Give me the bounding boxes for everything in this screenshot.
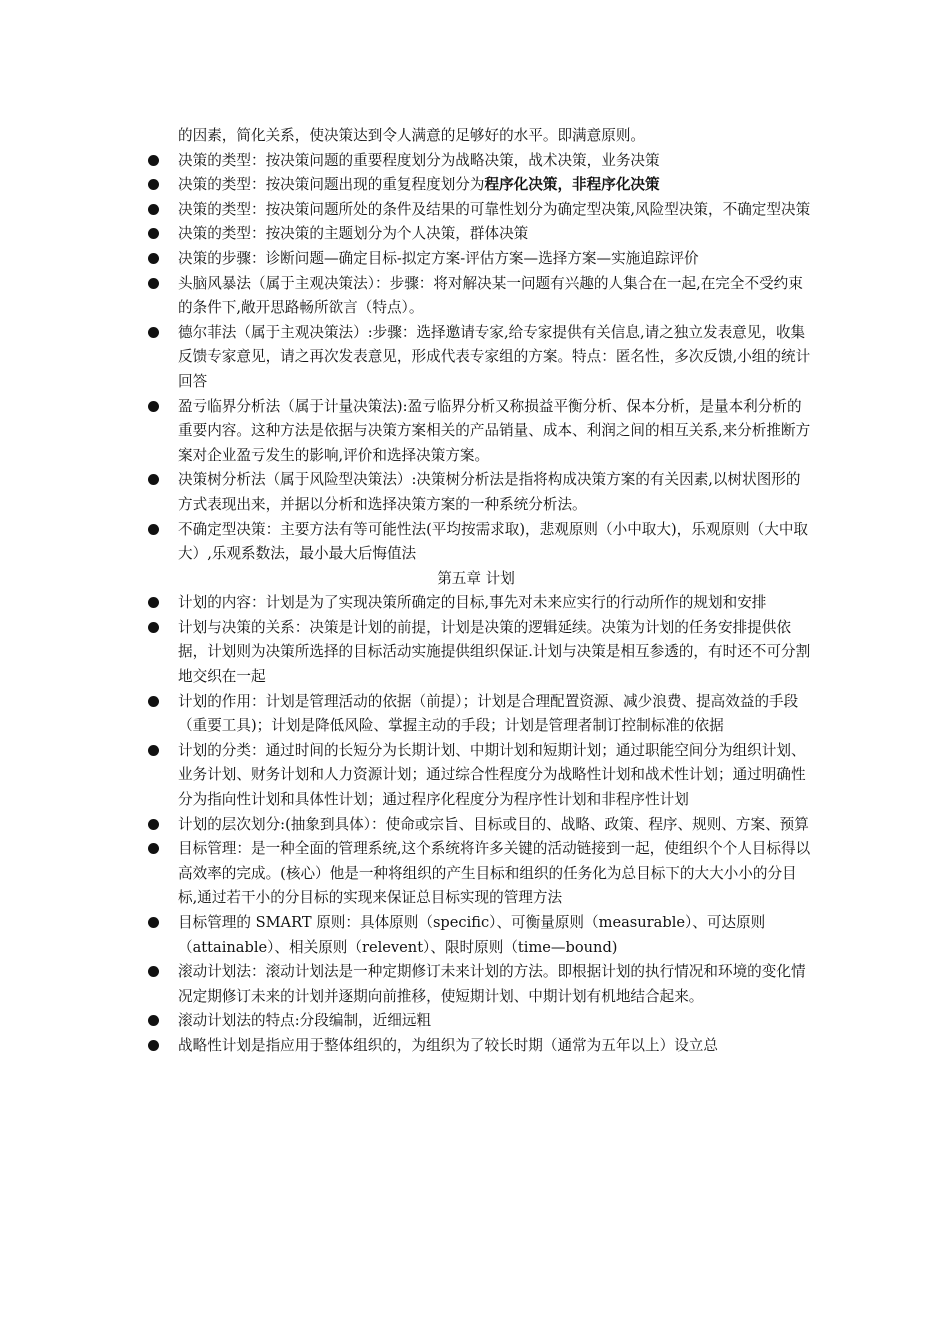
continuation-text: 的因素，简化关系，使决策达到令人满意的足够好的水平。即满意原则。	[178, 127, 646, 144]
chapter-heading: 第五章 计划	[437, 569, 515, 587]
bullet-dot-icon	[148, 696, 159, 707]
bullet-item	[140, 616, 812, 690]
bullet-item	[140, 247, 812, 272]
bullet-item	[140, 173, 812, 198]
bullet-dot-icon	[148, 819, 159, 830]
bullet-dot-icon	[148, 228, 159, 239]
bullet-dot-icon	[148, 917, 159, 928]
bullet-item	[140, 321, 812, 395]
bullet-text: 决策的步骤：诊断问题—确定目标-拟定方案-评估方案—选择方案—实施追踪评价	[178, 249, 699, 267]
bullet-text: 头脑风暴法（属于主观决策法）：步骤：将对解决某一问题有兴趣的人集合在一起,在完全不受约束的条件下,敞开思路畅所欲言（特点）。	[178, 274, 803, 317]
bullet-item	[140, 591, 812, 616]
bullet-dot-icon	[148, 401, 159, 412]
bullet-text: 计划与决策的关系：决策是计划的前提，计划是决策的逻辑延续。决策为计划的任务安排提供依据，计划则为决策所选择的目标活动实施提供组织保证.计划与决策是相互参透的，有时还不可分割地交织在一起	[178, 618, 811, 686]
bullet-dot-icon	[148, 966, 159, 977]
bullet-item	[140, 911, 812, 960]
bullet-item	[140, 272, 812, 321]
bullet-text: 计划的内容：计划是为了实现决策所确定的目标,事先对未来应实行的行动所作的规划和安排	[178, 594, 767, 612]
bullet-text: 不确定型决策：主要方法有等可能性法(平均按需求取)，悲观原则（小中取大)，乐观原则（大中取大）,乐观系数法，最小最大后悔值法	[178, 520, 809, 563]
bullet-item	[140, 739, 812, 813]
bullet-text: 战略性计划是指应用于整体组织的，为组织为了较长时期（通常为五年以上）设立总	[178, 1036, 718, 1054]
bullet-text: 目标管理：是一种全面的管理系统,这个系统将许多关键的活动链接到一起，使组织个个人目标得以高效率的完成。(核心）他是一种将组织的产生目标和组织的任务化为总目标下的大大小小的分目标,通过若干小的分目标的实现来保证总目标实现的管理方法	[178, 840, 811, 907]
bullet-dot-icon	[148, 843, 159, 854]
bullet-item	[140, 1034, 812, 1059]
bullet-dot-icon	[148, 524, 159, 535]
continuation-paragraph	[140, 124, 812, 149]
bullet-text: 计划的分类：通过时间的长短分为长期计划、中期计划和短期计划；通过职能空间分为组织计划、业务计划、财务计划和人力资源计划；通过综合性程度分为战略性计划和战术性计划；通过明确性分为指向性计划和具体性计划；通过程序化程度分为程序性计划和非程序性计划	[178, 741, 806, 809]
bullet-item	[140, 518, 812, 567]
bullet-text: 决策的类型：按决策的主题划分为个人决策，群体决策	[178, 225, 529, 243]
bullet-dot-icon	[148, 253, 159, 264]
bullet-text: 德尔菲法（属于主观决策法）:步骤：选择邀请专家,给专家提供有关信息,请之独立发表意见，收集反馈专家意见，请之再次发表意见，形成代表专家组的方案。特点：匿名性，多次反馈,小组的统计回答	[178, 323, 811, 390]
bullet-dot-icon	[148, 622, 159, 633]
bullet-text: 滚动计划法：滚动计划法是一种定期修订未来计划的方法。即根据计划的执行情况和环境的变化情况定期修订未来的计划并逐期向前推移，使短期计划、中期计划有机地结合起来。	[178, 963, 806, 1005]
bullet-text: 计划的层次划分:(抽象到具体）：使命或宗旨、目标或目的、战略、政策、程序、规则、方案、预算	[178, 815, 809, 833]
bullet-dot-icon	[148, 1015, 159, 1026]
bullet-text: 滚动计划法的特点:分段编制，近细远粗	[178, 1012, 432, 1030]
bullet-dot-icon	[148, 1040, 159, 1051]
bullet-text: 盈亏临界分析法（属于计量决策法):盈亏临界分析又称损益平衡分析、保本分析，是量本利分析的重要内容。这种方法是依据与决策方案相关的产品销量、成本、利润之间的相互关系,来分析推断方案对企业盈亏发生的影响,评价和选择决策方案。	[178, 397, 811, 464]
bullet-item	[140, 837, 812, 911]
bullet-text: 计划的作用：计划是管理活动的依据（前提）；计划是合理配置资源、减少浪费、提高效益的手段（重要工具)；计划是降低风险、掌握主动的手段；计划是管理者制订控制标准的依据	[178, 692, 799, 735]
bullet-dot-icon	[148, 327, 159, 338]
bullet-item	[140, 198, 812, 223]
bullet-dot-icon	[148, 597, 159, 608]
bullet-dot-icon	[148, 278, 159, 289]
bullet-item	[140, 468, 812, 517]
bullet-text: 决策的类型：按决策问题出现的重复程度划分为	[178, 176, 485, 194]
bullet-item	[140, 395, 812, 469]
bullet-dot-icon	[148, 179, 159, 190]
bullet-bold-text: 程序化决策，非程序化决策	[484, 176, 660, 194]
bullet-text: 决策树分析法（属于风险型决策法）:决策树分析法是指将构成决策方案的有关因素,以树状图形的方式表现出来，并据以分析和选择决策方案的一种系统分析法。	[178, 471, 801, 513]
bullet-dot-icon	[148, 204, 159, 215]
bullet-text: 目标管理的 SMART 原则：具体原则（specific）、可衡量原则（measurable）、可达原则（attainable）、相关原则（relevent）、限时原则（time—bound)	[178, 914, 766, 956]
bullet-item	[140, 1009, 812, 1034]
bullet-item	[140, 149, 812, 174]
bullet-dot-icon	[148, 474, 159, 485]
bullet-text: 决策的类型：按决策问题的重要程度划分为战略决策，战术决策，业务决策	[178, 151, 660, 169]
bullet-item	[140, 813, 812, 838]
document-body	[140, 124, 812, 1059]
bullet-item	[140, 222, 812, 247]
bullet-dot-icon	[148, 745, 159, 756]
bullet-dot-icon	[148, 155, 159, 166]
bullet-text: 决策的类型：按决策问题所处的条件及结果的可靠性划分为确定型决策,风险型决策，不确定型决策	[178, 200, 811, 218]
bullet-item	[140, 690, 812, 739]
bullet-item	[140, 960, 812, 1009]
